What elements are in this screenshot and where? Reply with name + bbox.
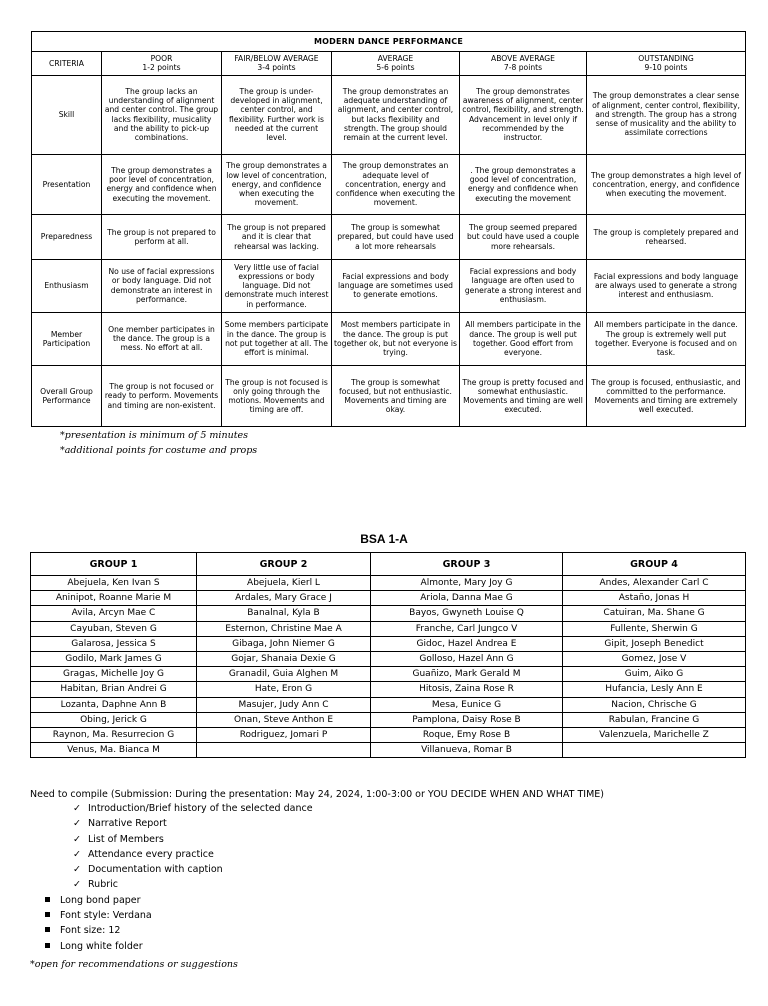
member-name: Andes, Alexander Carl C <box>563 576 746 591</box>
compile-instructions: Need to compile (Submission: During the presentation: May 24, 2024, 1:00-3:00 or YOU DECIDE WHEN AND WHAT TIME) <box>30 789 604 800</box>
checklist-item <box>73 862 313 877</box>
bullet-label: Long bond paper <box>60 895 141 906</box>
member-name: Godilo, Mark James G <box>31 651 197 666</box>
member-name: Hate, Eron G <box>197 682 371 697</box>
member-name: Abejuela, Ken Ivan S <box>31 576 197 591</box>
member-name: Villanueva, Romar B <box>371 743 563 758</box>
groups-table <box>30 552 746 758</box>
note-line: *presentation is minimum of 5 minutes <box>60 430 249 441</box>
rubric-row-enthusiasm <box>32 259 746 312</box>
member-name: Aninipot, Roanne Marie M <box>31 591 197 606</box>
criterion-label: Presentation <box>32 154 102 215</box>
rubric-cell: The group is not focused or ready to perform. Movements and timing are non-existent. <box>102 366 222 427</box>
level-header: FAIR/BELOW AVERAGE 3-4 points <box>222 52 332 75</box>
level-header: OUTSTANDING 9-10 points <box>587 52 746 75</box>
check-icon: ✓ <box>73 833 81 845</box>
member-name: Abejuela, Kierl L <box>197 576 371 591</box>
rubric-cell: The group is focused, enthusiastic, and committed to the performance. Movements and timing are extremely well executed. <box>587 366 746 427</box>
checklist-label: Attendance every practice <box>88 848 214 860</box>
check-icon: ✓ <box>73 818 81 830</box>
rubric-cell: The group is not focused is only going through the motions. Movements and timing are off. <box>222 366 332 427</box>
criterion-label: Member Participation <box>32 312 102 366</box>
table-row <box>31 682 746 697</box>
criterion-label: Enthusiasm <box>32 259 102 312</box>
member-name: Granadil, Guia Alghen M <box>197 667 371 682</box>
member-name: Gibaga, John Niemer G <box>197 636 371 651</box>
rubric-cell: The group is somewhat prepared, but could have used a lot more rehearsals <box>332 215 460 260</box>
member-name: Cayuban, Steven G <box>31 621 197 636</box>
member-name: Hitosis, Zaina Rose R <box>371 682 563 697</box>
rubric-header-row <box>32 52 746 75</box>
member-name: Almonte, Mary Joy G <box>371 576 563 591</box>
rubric-cell: Very little use of facial expressions or body language. Did not demonstrate much interest in performance. <box>222 259 332 312</box>
check-icon: ✓ <box>73 848 81 860</box>
bullet-item <box>45 908 152 923</box>
rubric-cell: The group demonstrates an adequate understanding of alignment, and center control, but lacks flexibility and strength. The group should remain at the current level. <box>332 75 460 154</box>
member-name: Rabulan, Francine G <box>563 712 746 727</box>
rubric-cell: No use of facial expressions or body language. Did not demonstrate an interest in performance. <box>102 259 222 312</box>
rubric-row-overall-performance <box>32 366 746 427</box>
member-name: Onan, Steve Anthon E <box>197 712 371 727</box>
table-row <box>31 591 746 606</box>
groups-body <box>31 576 746 758</box>
member-name: Golloso, Hazel Ann G <box>371 651 563 666</box>
rubric-cell: The group is under-developed in alignment, center control, and flexibility. Further work is needed at the current level. <box>222 75 332 154</box>
rubric-cell: The group demonstrates an adequate level of concentration, energy and confidence when executing the movement. <box>332 154 460 215</box>
section-title: BSA 1-A <box>360 532 408 546</box>
member-name: Masujer, Judy Ann C <box>197 697 371 712</box>
bullet-item <box>45 893 152 908</box>
checklist-label: Introduction/Brief history of the selected dance <box>88 803 313 814</box>
member-name: Catuiran, Ma. Shane G <box>563 606 746 621</box>
member-name: Hufancia, Lesly Ann E <box>563 682 746 697</box>
square-bullet-icon <box>45 943 50 948</box>
member-name: Valenzuela, Marichelle Z <box>563 727 746 742</box>
rubric-cell: Facial expressions and body language are always used to generate a strong interest and enthusiasm. <box>587 259 746 312</box>
member-name: Avila, Arcyn Mae C <box>31 606 197 621</box>
rubric-cell: The group is not prepared and it is clear that rehearsal was lacking. <box>222 215 332 260</box>
table-row <box>31 636 746 651</box>
rubric-cell: Most members participate in the dance. The group is put together ok, but not everyone is trying. <box>332 312 460 366</box>
level-header: AVERAGE 5-6 points <box>332 52 460 75</box>
checklist-item <box>73 801 313 816</box>
rubric-cell: Some members participate in the dance. The group is not put together at all. The effort is minimal. <box>222 312 332 366</box>
rubric-cell: The group demonstrates a clear sense of alignment, center control, flexibility, and strength. The group has a strong sense of musicality and the ability to assimilate corrections <box>587 75 746 154</box>
member-name: Ariola, Danna Mae G <box>371 591 563 606</box>
member-name: Galarosa, Jessica S <box>31 636 197 651</box>
square-bullet-icon <box>45 912 50 917</box>
rubric-row-member-participation <box>32 312 746 366</box>
member-name: Banalnal, Kyla B <box>197 606 371 621</box>
rubric-row-preparedness <box>32 215 746 260</box>
checklist-item <box>73 877 313 892</box>
checklist-label: Rubric <box>88 879 118 891</box>
member-name: Habitan, Brian Andrei G <box>31 682 197 697</box>
rubric-cell: All members participate in the dance. The group is extremely well put together. Everyone is focused and on task. <box>587 312 746 366</box>
member-name: Pamplona, Daisy Rose B <box>371 712 563 727</box>
table-row <box>31 712 746 727</box>
checklist-label: List of Members <box>88 833 164 845</box>
member-name: Obing, Jerick G <box>31 712 197 727</box>
bullet-item <box>45 923 152 938</box>
rubric-cell: The group is completely prepared and rehearsed. <box>587 215 746 260</box>
member-name: Venus, Ma. Bianca M <box>31 743 197 758</box>
checklist-label: Narrative Report <box>88 818 167 830</box>
checklist-item <box>73 847 313 862</box>
bullet-item <box>45 939 152 954</box>
rubric-cell: Facial expressions and body language are often used to generate a strong interest and enthusiasm. <box>460 259 587 312</box>
member-name: Nacion, Chrische G <box>563 697 746 712</box>
member-name: Raynon, Ma. Resurrecion G <box>31 727 197 742</box>
rubric-title: MODERN DANCE PERFORMANCE <box>32 32 746 52</box>
table-row <box>31 606 746 621</box>
check-icon: ✓ <box>73 879 81 891</box>
footnote: *open for recommendations or suggestions <box>30 959 238 970</box>
member-name <box>563 743 746 758</box>
member-name: Gipit, Joseph Benedict <box>563 636 746 651</box>
rubric-cell: The group demonstrates a low level of concentration, energy, and confidence when executing the movement. <box>222 154 332 215</box>
criterion-label: Preparedness <box>32 215 102 260</box>
member-name: Astaño, Jonas H <box>563 591 746 606</box>
member-name: Franche, Carl Jungco V <box>371 621 563 636</box>
check-icon: ✓ <box>73 864 81 876</box>
rubric-notes <box>60 428 257 458</box>
member-name: Roque, Emy Rose B <box>371 727 563 742</box>
table-row <box>31 727 746 742</box>
rubric-cell: The group is somewhat focused, but not enthusiastic. Movements and timing are okay. <box>332 366 460 427</box>
square-bullet-icon <box>45 927 50 932</box>
square-bullet-icon <box>45 897 50 902</box>
rubric-cell: Facial expressions and body language are sometimes used to generate emotions. <box>332 259 460 312</box>
table-row <box>31 697 746 712</box>
rubric-cell: One member participates in the dance. The group is a mess. No effort at all. <box>102 312 222 366</box>
group-header: GROUP 3 <box>371 553 563 576</box>
member-name: Esternon, Christine Mae A <box>197 621 371 636</box>
checklist-label: Documentation with caption <box>88 864 223 876</box>
group-header: GROUP 4 <box>563 553 746 576</box>
bullet-label: Long white folder <box>60 940 143 952</box>
rubric-cell: The group demonstrates awareness of alignment, center control, flexibility, and strength. Advancement in level only if recommended by the instructor. <box>460 75 587 154</box>
level-header: POOR 1-2 points <box>102 52 222 75</box>
member-name: Guañizo, Mark Gerald M <box>371 667 563 682</box>
rubric-row-skill <box>32 75 746 154</box>
table-row <box>31 576 746 591</box>
groups-header-row <box>31 553 746 576</box>
rubric-cell: The group lacks an understanding of alignment and center control. The group lacks flexibility, musicality and the ability to pick-up combinations. <box>102 75 222 154</box>
level-header: ABOVE AVERAGE 7-8 points <box>460 52 587 75</box>
criterion-label: Skill <box>32 75 102 154</box>
format-bullets <box>45 893 152 954</box>
check-icon: ✓ <box>73 803 81 814</box>
member-name: Gidoc, Hazel Andrea E <box>371 636 563 651</box>
table-row <box>31 743 746 758</box>
member-name: Gomez, Jose V <box>563 651 746 666</box>
rubric-cell: The group demonstrates a poor level of concentration, energy and confidence when executing the movement. <box>102 154 222 215</box>
checklist-item <box>73 816 313 831</box>
member-name: Mesa, Eunice G <box>371 697 563 712</box>
rubric-table <box>31 31 746 427</box>
rubric-cell: . The group demonstrates a good level of concentration, energy and confidence when executing the movement <box>460 154 587 215</box>
rubric-cell: The group is not prepared to perform at all. <box>102 215 222 260</box>
rubric-cell: The group seemed prepared but could have used a couple more rehearsals. <box>460 215 587 260</box>
bullet-label: Font size: 12 <box>60 925 121 937</box>
member-name: Guim, Aiko G <box>563 667 746 682</box>
compile-checklist <box>73 801 313 893</box>
member-name: Lozanta, Daphne Ann B <box>31 697 197 712</box>
member-name: Rodriguez, Jomari P <box>197 727 371 742</box>
member-name: Bayos, Gwyneth Louise Q <box>371 606 563 621</box>
table-row <box>31 667 746 682</box>
rubric-cell: The group is pretty focused and somewhat enthusiastic. Movements and timing are well executed. <box>460 366 587 427</box>
criteria-header: CRITERIA <box>32 52 102 75</box>
member-name: Gragas, Michelle Joy G <box>31 667 197 682</box>
checklist-item <box>73 832 313 847</box>
group-header: GROUP 2 <box>197 553 371 576</box>
member-name: Fullente, Sherwin G <box>563 621 746 636</box>
criterion-label: Overall Group Performance <box>32 366 102 427</box>
bullet-label: Font style: Verdana <box>60 910 152 922</box>
rubric-cell: All members participate in the dance. The group is well put together. Good effort from everyone. <box>460 312 587 366</box>
member-name <box>197 743 371 758</box>
rubric-cell: The group demonstrates a high level of concentration, energy, and confidence when executing the movement. <box>587 154 746 215</box>
rubric-row-presentation <box>32 154 746 215</box>
table-row <box>31 651 746 666</box>
member-name: Gojar, Shanaia Dexie G <box>197 651 371 666</box>
member-name: Ardales, Mary Grace J <box>197 591 371 606</box>
table-row <box>31 621 746 636</box>
group-header: GROUP 1 <box>31 553 197 576</box>
note-line: *additional points for costume and props <box>60 445 258 456</box>
